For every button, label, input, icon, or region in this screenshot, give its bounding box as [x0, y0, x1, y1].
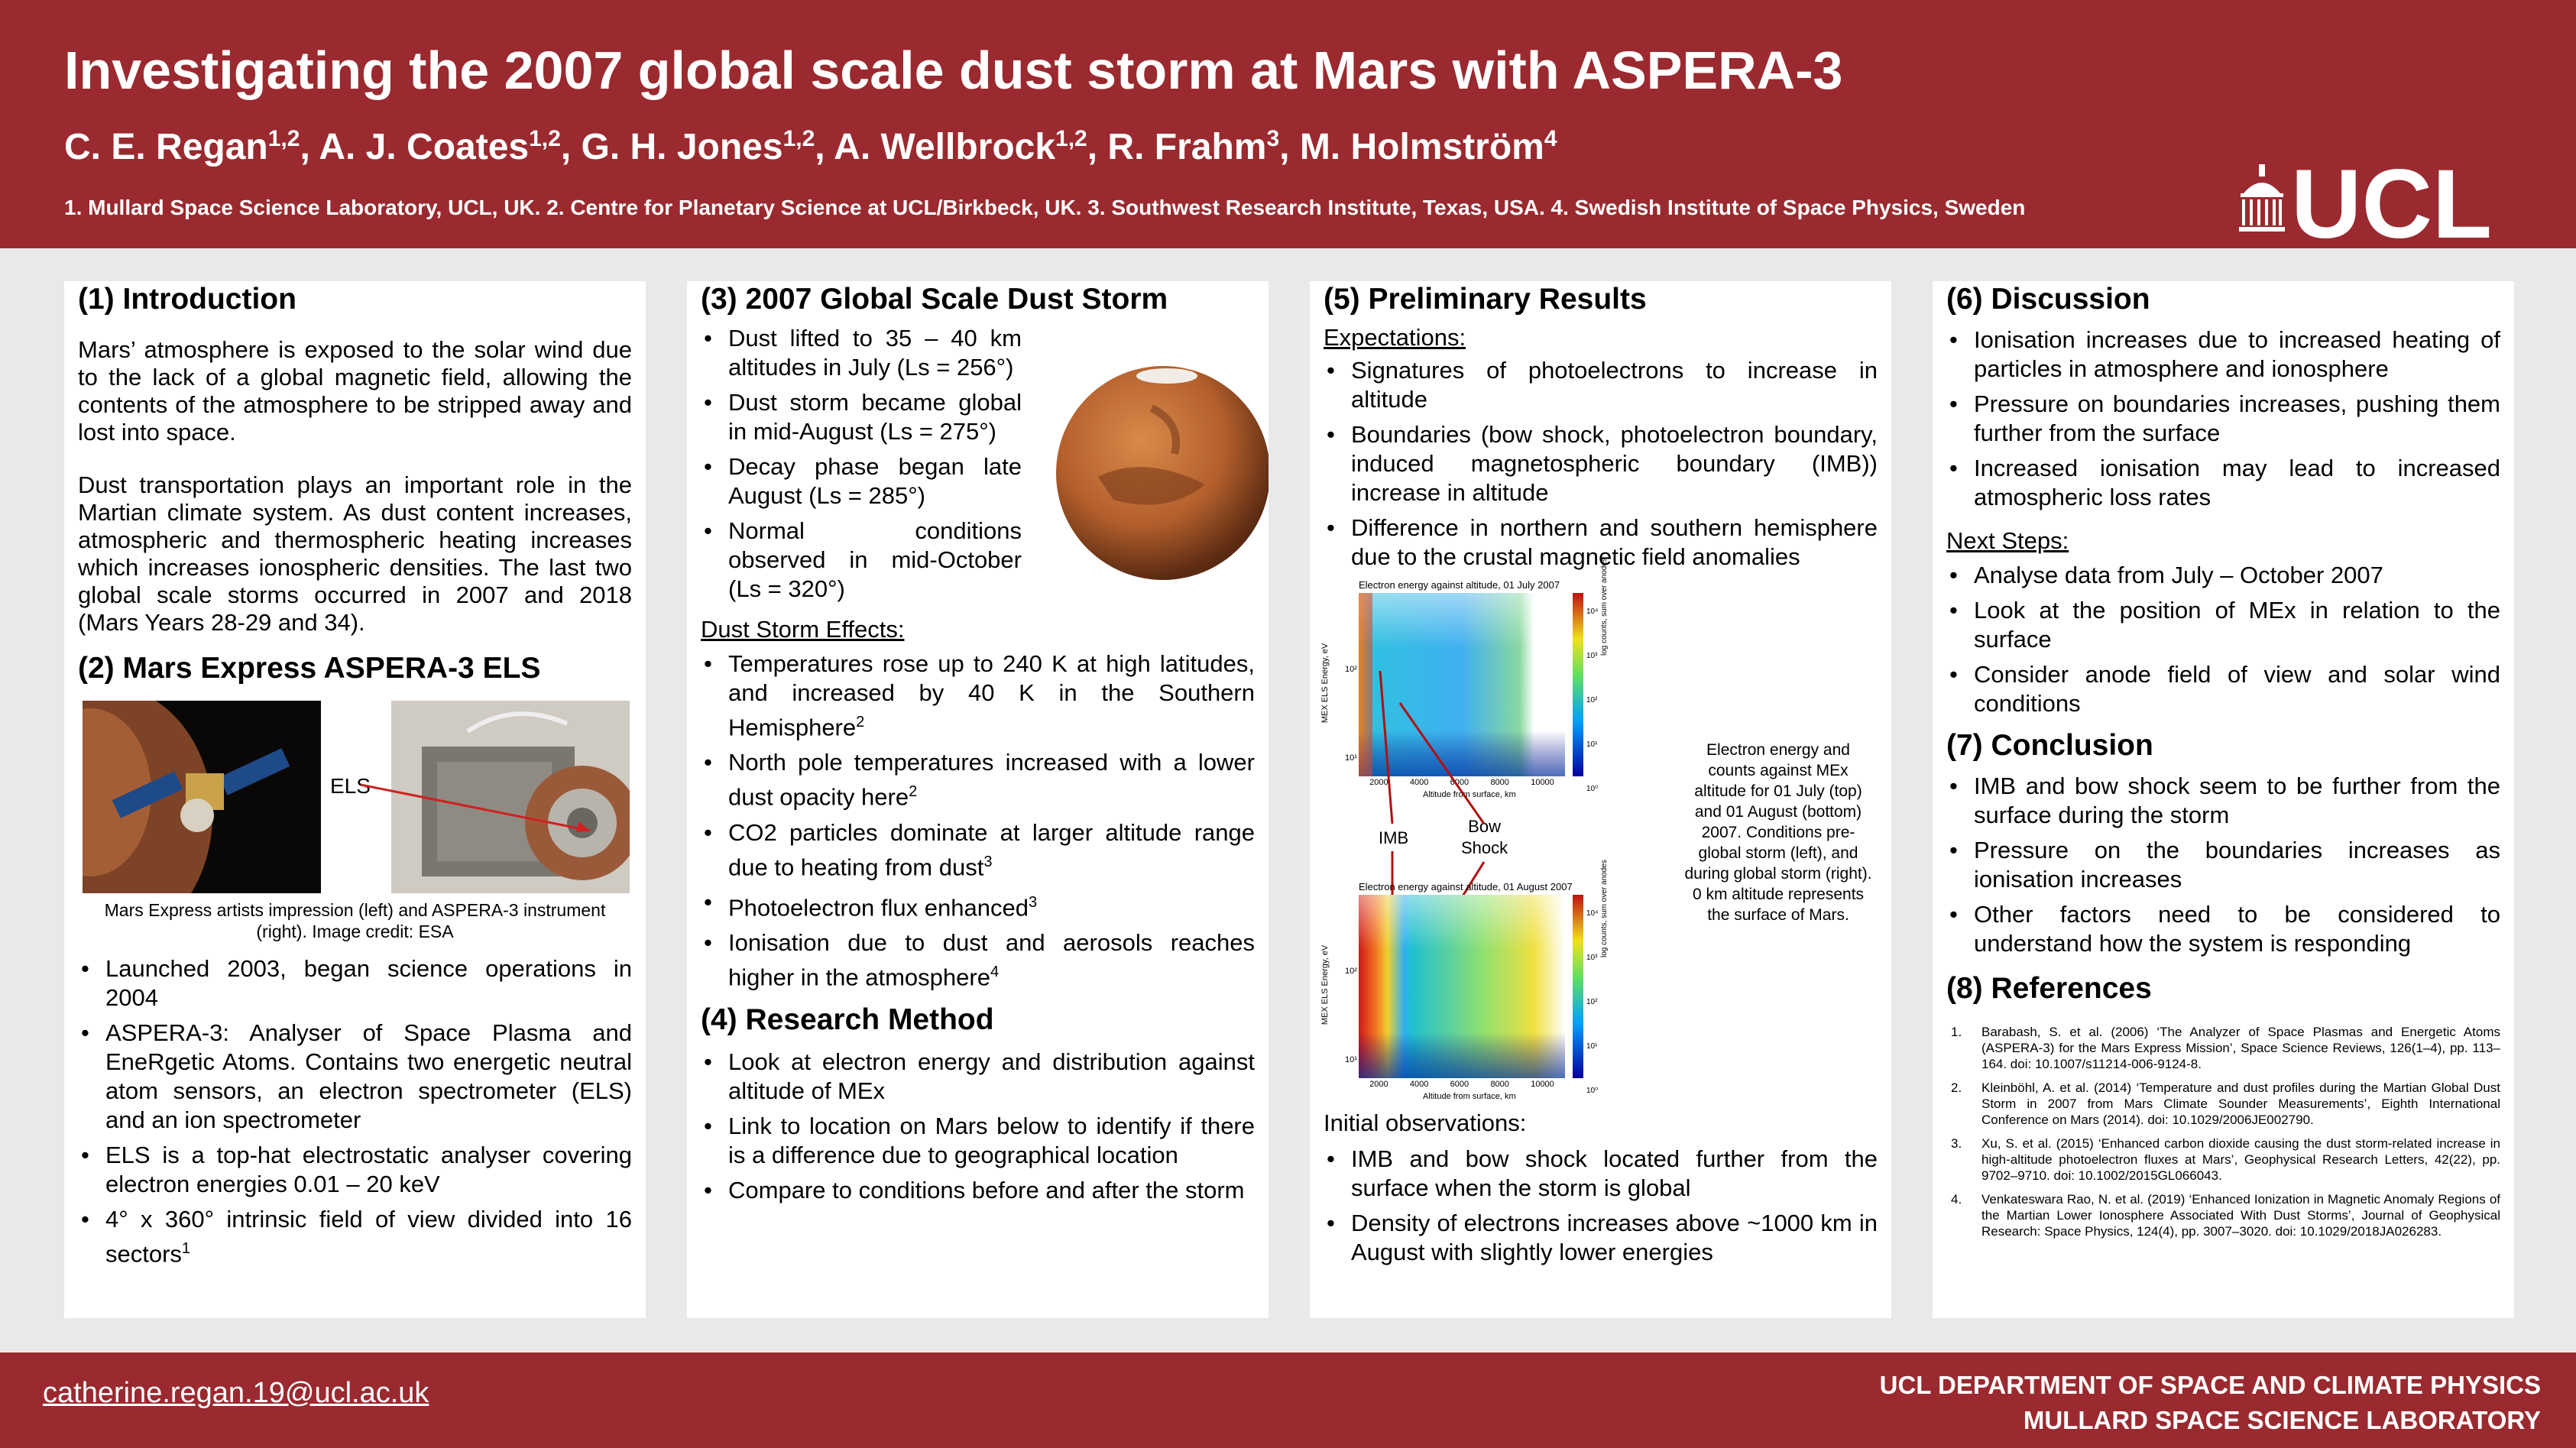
- list-item: • Launched 2003, began science operations in 2004: [78, 954, 632, 1012]
- column-4: [1933, 281, 2514, 1318]
- method-bullets: [701, 1048, 1255, 1205]
- author-name: A. Wellbrock: [834, 127, 1056, 167]
- conclusion-bullets: [1946, 772, 2500, 958]
- list-item: • Difference in northern and southern hemisphere due to the crustal magnetic field anomalies: [1324, 513, 1878, 572]
- reference-item: 4. Venkateswara Rao, N. et al. (2019) ‘Enhanced Ionization in Magnetic Anomaly Regions of the Martian Lower Ionosphere Associated With Dust Storms’, Journal of Geophysical Research: Space Physics, 124(4), pp. 3007–3020. doi: 10.1029/2018JA026283.: [1951, 1192, 2500, 1239]
- plot2-cticks: 10⁴ 10³ 10² 10¹ 10⁰: [1586, 909, 1599, 1095]
- aspera-bullets: [78, 954, 632, 1268]
- plot2-cbar-label: log counts, sum over anodes: [1600, 860, 1609, 957]
- observations-bullets: [1324, 1145, 1878, 1267]
- poster-header: [0, 0, 2576, 248]
- list-item: • Ionisation increases due to increased heating of particles in atmosphere and ionosphere: [1946, 326, 2500, 384]
- list-item: • CO2 particles dominate at larger altitude range due to heating from dust$^3$: [701, 818, 1255, 882]
- author-affiliation-mark: 1,2: [529, 126, 561, 151]
- department-name: UCL DEPARTMENT OF SPACE AND CLIMATE PHYSICS MULLARD SPACE SCIENCE LABORATORY: [1879, 1371, 2541, 1434]
- plot1-title: Electron energy against altitude, 01 July 2007: [1359, 579, 1560, 591]
- author-name: R. Frahm: [1107, 127, 1267, 167]
- list-item: • Ionisation due to dust and aerosols reaches higher in the atmosphere$^4$: [701, 928, 1255, 992]
- imb-label: IMB: [1379, 828, 1409, 847]
- column-3: [1310, 281, 1891, 1318]
- method-heading: (4) Research Method: [701, 1003, 994, 1036]
- bow-shock-label: Bow Shock: [1461, 817, 1508, 857]
- list-item: • Pressure on boundaries increases, pushing them further from the surface: [1946, 390, 2500, 448]
- ucl-logo: [2237, 157, 2535, 241]
- expectations-heading: Expectations:: [1324, 324, 1466, 351]
- column-1: [64, 281, 646, 1318]
- mars-globe-image: [1052, 362, 1269, 584]
- list-item: • Consider anode field of view and solar wind conditions: [1946, 660, 2500, 718]
- effects-heading: Dust Storm Effects:: [701, 616, 905, 643]
- list-item: • Signatures of photoelectrons to increase in altitude: [1324, 356, 1878, 414]
- ucl-wordmark: UCL: [2291, 157, 2493, 241]
- results-figure: [1320, 558, 1878, 1106]
- plot2-ylabel: MEX ELS Energy, eV: [1320, 944, 1330, 1025]
- list-item: • ASPERA-3: Analyser of Space Plasma and EneRgetic Atoms. Contains two energetic neutral atom sensors, an electron spectrometer (ELS) and an ion spectrometer: [78, 1019, 632, 1135]
- affiliations: 1. Mullard Space Science Laboratory, UCL, UK. 2. Centre for Planetary Science at UCL/Birkbeck, UK. 3. Southwest Research Institute, Texas, USA. 4. Swedish Institute of Space Physics, Sweden: [64, 196, 2026, 219]
- plot2-colorbar: [1573, 895, 1583, 1078]
- aspera-heading: (2) Mars Express ASPERA-3 ELS: [78, 652, 541, 685]
- author-name: A. J. Coates: [319, 127, 530, 167]
- plot2-area: [1359, 895, 1565, 1078]
- plot1-colorbar: [1573, 593, 1583, 776]
- discussion-heading: (6) Discussion: [1946, 283, 2150, 316]
- list-item: • Boundaries (bow shock, photoelectron boundary, induced magnetospheric boundary (IMB)) increase in altitude: [1324, 420, 1878, 507]
- list-item: • Decay phase began late August (Ls = 285°): [701, 452, 1022, 510]
- mars-express-image: [83, 701, 321, 893]
- list-item: • Look at electron energy and distribution against altitude of MEx: [701, 1048, 1255, 1106]
- plot2-xticks: 2000 4000 6000 8000 10000: [1369, 1080, 1554, 1089]
- plot2-xlabel: Altitude from surface, km: [1423, 1092, 1516, 1101]
- conclusion-heading: (7) Conclusion: [1946, 729, 2153, 762]
- author-affiliation-mark: 1,2: [783, 126, 815, 151]
- column-2: [687, 281, 1269, 1318]
- plot1-xlabel: Altitude from surface, km: [1423, 790, 1516, 799]
- list-item: • Normal conditions observed in mid-October (Ls = 320°): [701, 517, 1022, 604]
- plot1-yticks: 10² 10¹: [1345, 665, 1357, 763]
- list-item: • Link to location on Mars below to identify if there is a difference due to geographical location: [701, 1112, 1255, 1170]
- expectations-bullets: [1324, 356, 1878, 572]
- intro-paragraph-1: Mars’ atmosphere is exposed to the solar wind due to the lack of a global magnetic field, allowing the contents of the atmosphere to be stripped away and lost into space.: [78, 336, 632, 445]
- next-steps-heading: Next Steps:: [1946, 527, 2069, 554]
- list-item: • Dust storm became global in mid-August (Ls = 275°): [701, 388, 1022, 446]
- plot1-cbar-label: log counts, sum over anodes: [1600, 558, 1609, 656]
- poster-title: Investigating the 2007 global scale dust storm at Mars with ASPERA-3: [64, 40, 1843, 100]
- observations-heading: Initial observations:: [1324, 1109, 1527, 1136]
- list-item: • Increased ionisation may lead to increased atmospheric loss rates: [1946, 454, 2500, 512]
- list-item: • Dust lifted to 35 – 40 km altitudes in July (Ls = 256°): [701, 324, 1022, 382]
- references-list: [1946, 1024, 2500, 1239]
- reference-item: 3. Xu, S. et al. (2015) ‘Enhanced carbon dioxide causing the dust storm-related increase in high-altitude photoelectron fluxes at Mars’, Geophysical Research Letters, 42(22), pp. 9702–9710. doi: 10.1002/2015GL066043.: [1951, 1136, 2500, 1183]
- intro-paragraph-2: Dust transportation plays an important role in the Martian climate system. As dust content increases, atmospheric and thermospheric heating increases which increases ionospheric densities. The last two global scale storms occurred in 2007 and 2018 (Mars Years 28-29 and 34).: [78, 471, 632, 636]
- reference-item: 2. Kleinböhl, A. et al. (2014) ‘Temperature and dust profiles during the Martian Global Dust Storm in 2007 from Mars Climate Sounder Measurements’, Eighth International Conference on Mars (2014). doi: 10.1029/2006JE002790.: [1951, 1080, 2500, 1127]
- author-name: C. E. Regan: [64, 127, 268, 167]
- plot2-yticks: 10² 10¹: [1345, 967, 1357, 1064]
- list-item: • Other factors need to be considered to understand how the system is responding: [1946, 900, 2500, 958]
- author-affiliation-mark: 1,2: [267, 126, 300, 151]
- next-steps-bullets: [1946, 561, 2500, 718]
- author-affiliation-mark: 3: [1266, 126, 1280, 151]
- list-item: • Pressure on the boundaries increases as ionisation increases: [1946, 836, 2500, 894]
- aspera-images: [78, 701, 632, 899]
- spectrogram-august: [1320, 860, 1637, 1110]
- plot1-ylabel: MEX ELS Energy, eV: [1320, 643, 1330, 724]
- list-item: • Temperatures rose up to 240 K at high latitudes, and increased by 40 K in the Southern Hemisphere$^2$: [701, 649, 1255, 742]
- list-item: • Analyse data from July – October 2007: [1946, 561, 2500, 590]
- author-name: M. Holmström: [1299, 127, 1544, 167]
- plot2-title: Electron energy against altitude, 01 August 2007: [1359, 881, 1573, 892]
- els-pointer-arrow: [361, 777, 605, 846]
- aspera-caption: Mars Express artists impression (left) and ASPERA-3 instrument (right). Image credit: ESA: [104, 900, 606, 941]
- plot1-xticks: 2000 4000 6000 8000 10000: [1369, 778, 1554, 787]
- author-affiliation-mark: 4: [1544, 126, 1557, 151]
- storm-bullets: [701, 324, 1022, 604]
- effects-bullets: [701, 649, 1255, 993]
- list-item: • Density of electrons increases above ~1000 km in August with slightly lower energies: [1324, 1209, 1878, 1267]
- storm-top: [701, 324, 1255, 604]
- list-item: • IMB and bow shock seem to be further from the surface during the storm: [1946, 772, 2500, 830]
- contact-email-link[interactable]: catherine.regan.19@ucl.ac.uk: [43, 1377, 429, 1409]
- list-item: • 4° x 360° intrinsic field of view divided into 16 sectors$^1$: [78, 1205, 632, 1268]
- reference-item: 1. Barabash, S. et al. (2006) ‘The Analyzer of Space Plasmas and Energetic Atoms (ASPERA-3) for the Mars Express Mission’, Space Science Reviews, 126(1–4), pp. 113–164. doi: 10.1007/s11214-006-9124-8.: [1951, 1025, 2500, 1071]
- intro-heading: (1) Introduction: [78, 283, 296, 316]
- references-heading: (8) References: [1946, 972, 2152, 1005]
- discussion-bullets: [1946, 326, 2500, 512]
- figure-caption: Electron energy and counts against MEx altitude for 01 July (top) and 01 August (bottom) 2007. Conditions pre-global storm (left), and during global storm (right). 0 km altitude represents the surface of Mars.: [1684, 741, 1872, 924]
- results-heading: (5) Preliminary Results: [1324, 283, 1647, 316]
- list-item: • Compare to conditions before and after the storm: [701, 1176, 1255, 1205]
- author-list: C. E. Regan$^{1,2}$, A. J. Coates$^{1,2}$, G. H. Jones$^{1,2}$, A. Wellbrock$^{1,2}$, R. Frahm$^3$, M. Holmström$^4$: [64, 126, 1557, 167]
- list-item: • Photoelectron flux enhanced$^3$: [701, 888, 1255, 922]
- els-label: ELS: [330, 774, 371, 798]
- list-item: • North pole temperatures increased with a lower dust opacity here$^2$: [701, 748, 1255, 811]
- ucl-portico-icon: [2239, 164, 2285, 232]
- author-affiliation-mark: 1,2: [1055, 126, 1087, 151]
- list-item: • ELS is a top-hat electrostatic analyser covering electron energies 0.01 – 20 keV: [78, 1141, 632, 1199]
- poster-footer: [0, 1352, 2576, 1448]
- plot1-cticks: 10⁴ 10³ 10² 10¹ 10⁰: [1586, 607, 1599, 793]
- author-name: G. H. Jones: [581, 127, 783, 167]
- list-item: • Look at the position of MEx in relation to the surface: [1946, 596, 2500, 654]
- list-item: • IMB and bow shock located further from the surface when the storm is global: [1324, 1145, 1878, 1203]
- storm-heading: (3) 2007 Global Scale Dust Storm: [701, 283, 1168, 316]
